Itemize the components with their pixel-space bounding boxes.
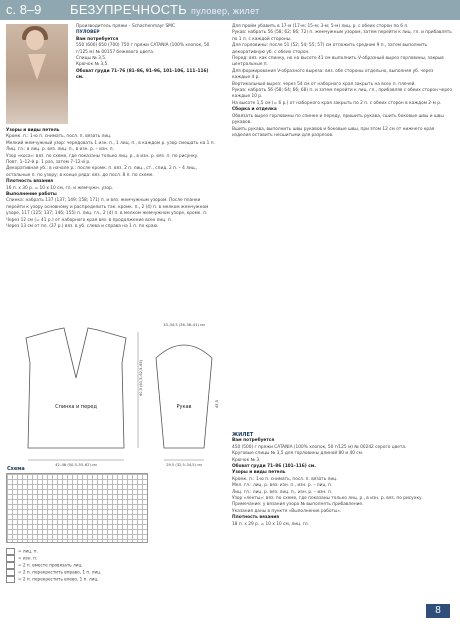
legend-text: = лиц. п. [18, 548, 38, 554]
yarn: 550 (600) 650 (700) 750 г пряжи CATANIA (100% хлопок, 50 г/125 м) № 00157 бежевого цвета. [76, 43, 210, 55]
vest-yarn: 450 (500) г пряжи CATANIA (100% хлопок, 50 г/125 м) № 00242 серого цвета. [232, 444, 407, 450]
legend-swatch-icon [6, 562, 15, 569]
pullover-title: ПУЛОВЕР [76, 30, 100, 36]
legend-item [6, 576, 226, 583]
left-paragraph: Узоры и виды петель [6, 128, 60, 133]
legend-swatch-icon [6, 569, 15, 576]
vest-hook: Крючок № 3. [232, 457, 261, 463]
right-paragraph: Сборка и отделка [232, 107, 277, 113]
right-paragraph: Вертикальный вырез: через 54 см от наборного края закрыть на всех п. плечей. [232, 81, 416, 87]
legend-text: = изн. п. [18, 555, 38, 561]
legend-swatch-icon [6, 576, 15, 583]
right-paragraph: Для пройм убавить в 17-м (17-м; 15-м; 3-м; 5-м) лиц. р. с обеих сторон по 6 п. [232, 24, 409, 29]
left-paragraph: Выполнение работы [6, 192, 57, 198]
legend-item [6, 569, 226, 576]
stitch-chart [6, 466, 148, 543]
page-title [70, 2, 260, 17]
photo-neckline [28, 54, 46, 80]
sleeve-height: 45,5 [215, 399, 219, 408]
legend-item [6, 548, 226, 555]
vest-sizes: Обхват груди 71–86 (101–116) см. [232, 464, 316, 470]
left-paragraph: Через 12 см (= 41 р.) от наборного края вяз. в продолжение всех лиц. п. [6, 217, 173, 223]
left-paragraph: Повт. 1–12-й р. 1 раз, затем 7–12-й р. [6, 160, 91, 166]
right-paragraph: Рукав: набрать 56 (58; 64; 66; 68) п. и затем перейти к лиц. гл., прибавляя с обеих сторон через каждые 10 р. [232, 88, 452, 100]
right-column [232, 24, 452, 139]
sleeve-diagram [156, 345, 212, 460]
legend-swatch-icon [6, 548, 15, 555]
legend-item [6, 555, 226, 562]
intro-block [76, 24, 216, 82]
right-paragraph: Перед: вяз. как спинку, но на высоте 41 см выполнить V-образный вырез горловины, закрыв центральные п. [232, 56, 444, 68]
producer: Производитель пряжи – Schachenmayr SMC [76, 24, 175, 29]
vest-paragraph: Примечание: у вязания узора № выполнять прибавление. [232, 502, 364, 508]
vest-paragraph: Узоры и виды петель [232, 470, 286, 476]
title-main: БЕЗУПРЕЧНОСТЬ [70, 2, 188, 17]
vest-paragraph: Указания даны в пункте «Выполнение работы». [232, 508, 342, 514]
vest-paragraph: Лиц. гл.: лиц. р. вяз. лиц. п., изн. р. – изн. п. [232, 489, 333, 495]
left-paragraph: Узор «коса»: вяз. по схеме, где показаны только лиц. р., в изн. р. вяз. п. по рисунку. [6, 153, 199, 159]
needles: Спицы № 3,5. [76, 56, 107, 62]
page-header [0, 0, 460, 20]
vest-paragraph: Плотность вязания [232, 515, 279, 521]
vest-title: ЖИЛЕТ [232, 432, 254, 438]
left-paragraph: Плотность вязания [6, 179, 53, 185]
sleeve-bottom-dims: 29,5 (32,5–34,5) см [166, 463, 202, 467]
vest-paragraph: Мел. гл.: лиц. р. вяз. изн. п., изн. р. – лиц. п. [232, 483, 333, 489]
legend-swatch-icon [6, 555, 15, 562]
vest-paragraph: Кромк. п.: 1-ю п. снимать, посл. п. вязать лиц. [232, 476, 338, 482]
vest-paragraph: Узор «ленты»: вяз. по схеме, где показаны только лиц. р., в изн. р. вяз. по рисунку. [232, 496, 423, 502]
left-column [6, 128, 218, 231]
sleeve-top-dims: 33–34,5 (36–38–41) см [163, 323, 205, 327]
legend-text: = 2 п. вместе провязать лиц. [18, 562, 83, 568]
body-height: 60,5 (61,5–62,5–65) [139, 359, 143, 396]
body-bottom-dims: 42–46 (50,5–55–62) см [55, 463, 97, 467]
left-paragraph: Декоративная уб.: в начале р.: после кромк. п. вяз. 2 п. лиц., ст., спид. 2 п. – 4 лиц., остальные п. по узору; в конце ряда: вяз. до посл. 8 п. по схеме. [6, 166, 198, 178]
vest-paragraph: 18 п. х 29 р. = 10 х 10 см, лиц. гл. [232, 521, 310, 527]
left-paragraph: 16 п. х 30 р. = 10 х 10 см, гл. и жемчужн. узор. [6, 185, 114, 191]
left-paragraph: Мелкий жемчужный узор: чередовать 1 изн. п., 1 лиц. п., в каждом р. узор смещать на 1 п. [6, 140, 215, 146]
legend-text: = 2 п. перекрестить вправо, 1 п. лиц. [18, 569, 102, 575]
body-label: Спинка и перед [55, 404, 97, 410]
sleeve-label: Рукав [176, 404, 192, 410]
chart-label: Схема [7, 466, 25, 472]
left-paragraph: Лиц. гл.: в лиц. р. вяз. лиц. п., в изн. р. – изн. п. [6, 147, 114, 153]
pattern-diagrams [6, 318, 224, 468]
right-paragraph: Обвязать вырез горловины по спинке и переду, пришить рукава, сшить боковые швы и швы рукавов. [232, 113, 444, 126]
right-paragraph: Для горловины: после 51 (52; 54; 55; 57) см отложить средние 9 п., затем выполнить декоративную уб. с обеих сторон. [232, 43, 428, 55]
left-paragraph: Через 13 см от пл. (37 р.) вяз. в уб. слева и справа на 1 п. по краю. [6, 224, 159, 230]
need-label: Вам потребуется [76, 36, 119, 42]
page-range: с. 8–9 [6, 2, 42, 17]
right-paragraph: На высоте 1,5 см (= 6 р.) от наборного края закрыть по 2 п. с обеих сторон в каждом 2-м р. [232, 100, 442, 106]
title-sub: пуловер, жилет [190, 6, 260, 16]
diagram-svg [6, 318, 224, 468]
vest-section [232, 432, 452, 528]
sizes: Обхват груди 71–76 (81–86, 91–96, 101–106, 111–116) см. [76, 68, 209, 81]
photo-face [26, 30, 44, 50]
left-paragraph: Кромк. п.: 1-ю п. снимать, посл. п. вязать лиц. [6, 134, 112, 140]
legend-item [6, 562, 226, 569]
body-diagram [26, 328, 138, 460]
vest-lines [232, 470, 452, 528]
chart-legend [6, 548, 226, 583]
right-paragraph: Вшить рукава, выполнить швы рукавов и боковые швы, при этом 12 см от нижнего края изделия оставить несшитыми для разрезов. [232, 126, 435, 138]
vest-circular: Круговые спицы № 3,5 для горловины длиной 80 и 40 см. [232, 451, 364, 457]
legend-text: = 2 п. перекрестить влево, 1 п. лиц. [18, 576, 99, 582]
right-paragraph: Для формирования V-образного выреза: вяз. обе стороны отдельно, выполняя уб. через каждые 4 р. [232, 68, 434, 81]
left-paragraph: Спинка: набрать 137 (137; 149; 158; 171) п. и вяз. жемчужным узором. После планки перейти к узору основному и распределить так: кромк. п., 2 (4) п. в мелком жемчужном узоре, 117 (125; 137; 146; 155) п. лиц. гл., 2 (4) п. в мелком жемчужном узоре, кромк. п. [6, 198, 209, 217]
vest-need: Вам потребуется [232, 438, 275, 444]
right-paragraph: Рукав: набрать 56 (58; 62; 66; 72) п. жемчужным узором, затем перейти к лиц. гл. и прибавлять по 1 п. с каждой стороны. [232, 30, 452, 42]
hook: Крючок № 3,5. [76, 62, 109, 68]
page-number: 8 [426, 604, 450, 618]
model-photo [6, 24, 68, 124]
